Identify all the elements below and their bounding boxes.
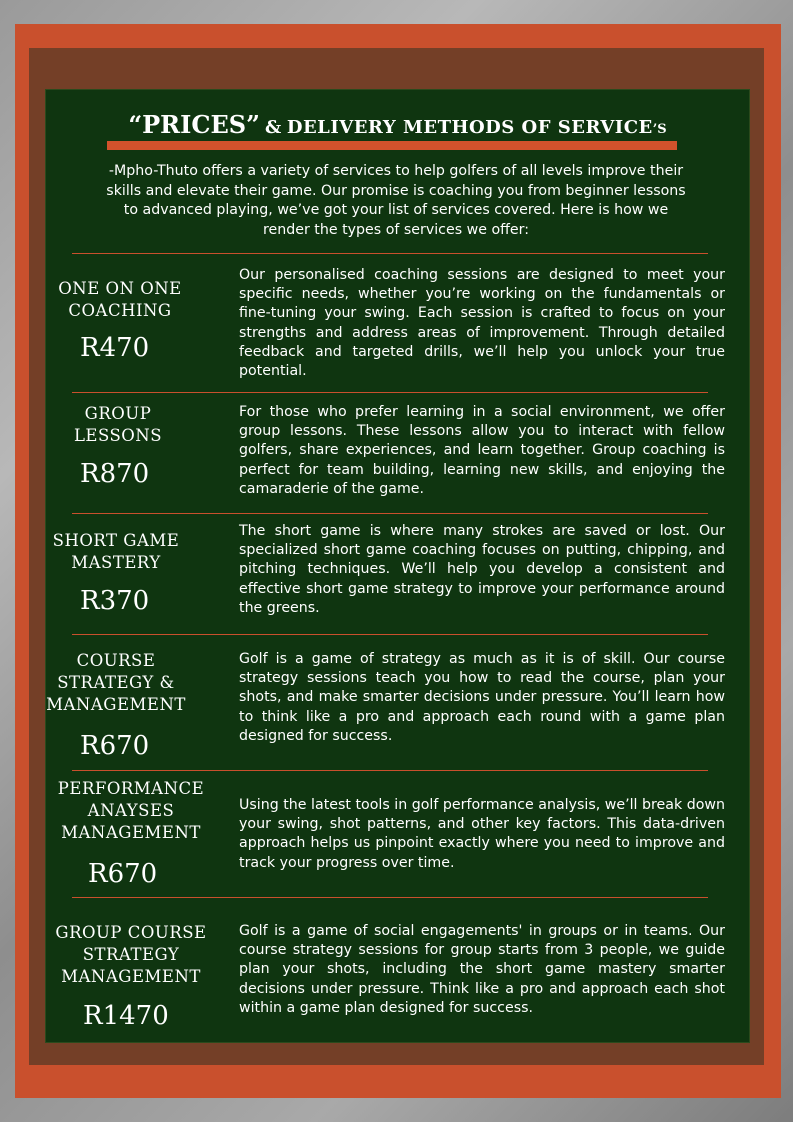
title-suffix: ’S [652,122,667,137]
service-name: ONE ON ONE COACHING [58,279,182,320]
divider [72,634,708,635]
service-description: Golf is a game of strategy as much as it is of skill. Our course strategy sessions teach you how to read the course, plan your shots, and make smarter decisions under pressure. You’ll learn how to think like a pro and approach each round with a game plan designed for success. [239,651,725,744]
service-price: R870 [80,459,150,489]
service-name: PERFORMANCE ANAYSES MANAGEMENT [57,779,205,842]
service-description: Using the latest tools in golf performance analysis, we’ll break down your swing, shot patterns, and other key factors. This data-driven approach helps us pinpoint exactly where you need to improve and track your progress over time. [239,797,725,871]
service-name: COURSE STRATEGY & MANAGEMENT [46,651,186,714]
title-prices: “PRICES” [128,110,260,139]
service-description: Our personalised coaching sessions are designed to meet your specific needs, whether you’re working on the fundamentals or fine-tuning your swing. Each session is crafted to focus on your strengths and address areas of improvement. Through detailed feedback and targeted drills, we’ll help you unlock your true potential. [239,267,725,380]
title-rest: DELIVERY METHODS OF SERVICE [286,117,653,138]
service-description: Golf is a game of social engagements' in groups or in teams. Our course strategy sessions for group starts from 3 people, we guide plan your shots, including the short game mastery smarter decisions under pressure. Think like a pro and approach each shot within a game plan designed for success. [239,923,725,1016]
service-description: The short game is where many strokes are saved or lost. Our specialized short game coaching focuses on putting, chipping, and pitching techniques. We’ll help you develop a consistent and effective short game strategy to improve your performance around the greens. [239,523,725,616]
divider [72,392,708,393]
service-name: GROUP COURSE STRATEGY MANAGEMENT [55,923,207,986]
divider [72,770,708,771]
service-price: R670 [80,731,150,761]
service-price: R1470 [83,1001,169,1031]
service-price: R470 [80,333,150,363]
service-name: SHORT GAME MASTERY [52,531,180,572]
service-description: For those who prefer learning in a social environment, we offer group lessons. These lessons allow you to interact with fellow golfers, share experiences, and learn together. Group coaching is perfect for team building, learning new skills, and enjoying the camaraderie of the game. [239,404,725,497]
title-underline-bar [107,141,677,150]
intro-paragraph: -Mpho-Thuto offers a variety of services to help golfers of all levels improve their skills and elevate their game. Our promise is coaching you from beginner lessons to advanced playing, we’ve got your list of services covered. Here is how we render the types of services we offer: [106,163,686,238]
prices-panel [45,89,750,1043]
page-title [46,110,749,139]
service-price: R670 [88,859,158,889]
title-amp: & [264,117,282,138]
divider [72,253,708,254]
divider [72,897,708,898]
service-price: R370 [80,586,150,616]
divider [72,513,708,514]
service-name: GROUP LESSONS [73,404,163,445]
